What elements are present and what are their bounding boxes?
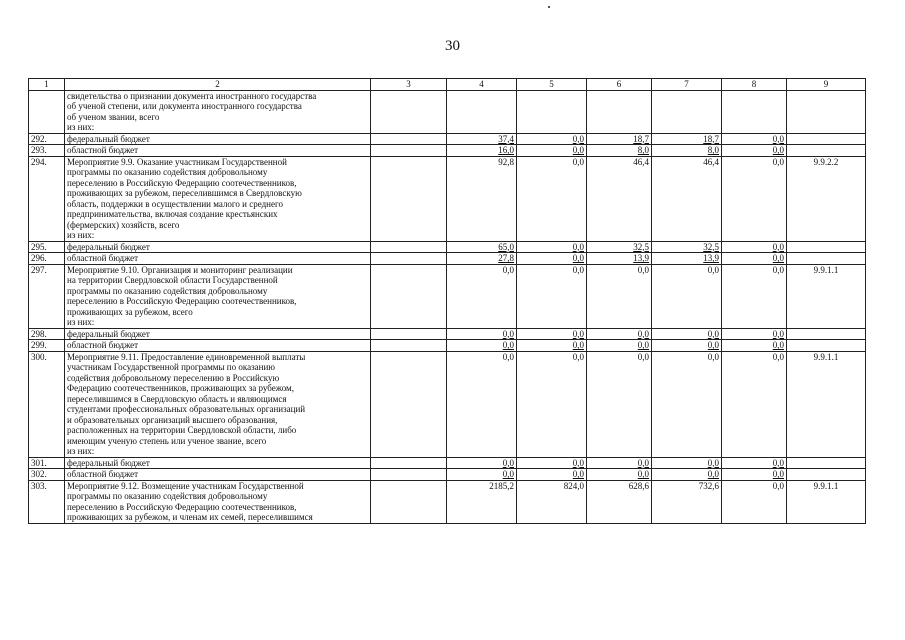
value-text: 0,0 bbox=[572, 351, 584, 362]
value-text: 0,0 bbox=[772, 328, 784, 339]
row-description bbox=[65, 156, 371, 241]
value-cell-c8 bbox=[722, 351, 787, 457]
row-description bbox=[65, 457, 371, 469]
value-cell-c5 bbox=[517, 253, 587, 265]
row-number bbox=[29, 90, 65, 133]
value-cell-c6 bbox=[587, 340, 652, 352]
column-header: 6 bbox=[587, 79, 652, 91]
description-line: Федерацию соотечественников, проживающих за рубежом, bbox=[67, 383, 294, 393]
value-text: 0,0 bbox=[637, 340, 649, 350]
description-line: программы по оказанию содействия добровольному bbox=[67, 491, 268, 501]
value-cell-c7 bbox=[652, 90, 722, 133]
value-text: 0,0 bbox=[502, 469, 514, 479]
row-description bbox=[65, 480, 371, 523]
column-header: 2 bbox=[65, 79, 371, 91]
value-cell-c5 bbox=[517, 264, 587, 328]
row-number: 293. bbox=[29, 145, 65, 157]
row-description bbox=[65, 340, 371, 352]
value-cell-c6 bbox=[587, 145, 652, 157]
value-cell-c4 bbox=[447, 90, 517, 133]
value-cell-c8 bbox=[722, 156, 787, 241]
value-cell-c5 bbox=[517, 133, 587, 145]
value-text: 8,0 bbox=[637, 145, 649, 155]
col-3-cell bbox=[371, 253, 447, 265]
value-cell-c4 bbox=[447, 264, 517, 328]
scan-speck bbox=[548, 6, 550, 8]
value-text: 0,0 bbox=[637, 469, 649, 479]
value-text: 0,0 bbox=[772, 145, 784, 155]
value-text: 0,0 bbox=[707, 351, 719, 362]
value-cell-c5 bbox=[517, 469, 587, 481]
value-cell-c4 bbox=[447, 480, 517, 523]
value-text: 0,0 bbox=[572, 264, 584, 275]
value-text: 0,0 bbox=[502, 264, 514, 275]
table-row bbox=[29, 340, 866, 352]
value-cell-c4 bbox=[447, 156, 517, 241]
description-line: федеральный бюджет bbox=[67, 133, 150, 144]
value-cell-c8 bbox=[722, 133, 787, 145]
value-cell-c6 bbox=[587, 351, 652, 457]
value-text: 0,0 bbox=[572, 241, 584, 252]
value-cell-c7 bbox=[652, 145, 722, 157]
value-text: 0,0 bbox=[572, 145, 584, 155]
value-text: 732,6 bbox=[698, 480, 719, 491]
description-line: программы по оказанию содействия добровольному bbox=[67, 167, 268, 177]
target-code-cell: 9.9.1.1 bbox=[787, 264, 866, 328]
row-number: 303. bbox=[29, 480, 65, 523]
value-cell-c6 bbox=[587, 328, 652, 340]
row-number: 294. bbox=[29, 156, 65, 241]
col-3-cell bbox=[371, 480, 447, 523]
column-header: 1 bbox=[29, 79, 65, 91]
table-row bbox=[29, 351, 866, 457]
value-text: 46,4 bbox=[703, 156, 719, 167]
value-cell-c5 bbox=[517, 241, 587, 253]
value-cell-c8 bbox=[722, 480, 787, 523]
description-line: на территории Свердловской области Государственной bbox=[67, 275, 278, 285]
row-description bbox=[65, 253, 371, 265]
table-row bbox=[29, 469, 866, 481]
description-line: проживающих за рубежом, переселившимся в Свердловскую bbox=[67, 188, 302, 198]
value-text: 0,0 bbox=[572, 133, 584, 144]
value-cell-c4 bbox=[447, 241, 517, 253]
value-cell-c4 bbox=[447, 253, 517, 265]
value-text: 16,0 bbox=[498, 145, 514, 155]
value-text: 27,8 bbox=[498, 253, 514, 263]
value-text: 2185,2 bbox=[489, 480, 514, 491]
row-description bbox=[65, 145, 371, 157]
target-code-cell bbox=[787, 457, 866, 469]
value-text: 32,5 bbox=[633, 241, 649, 252]
col-3-cell bbox=[371, 133, 447, 145]
col-3-cell bbox=[371, 241, 447, 253]
value-cell-c4 bbox=[447, 351, 517, 457]
value-text: 0,0 bbox=[772, 340, 784, 350]
description-line: программы по оказанию содействия добровольному bbox=[67, 285, 268, 296]
table-row bbox=[29, 457, 866, 469]
value-cell-c7 bbox=[652, 480, 722, 523]
description-line: переселению в Российскую Федерацию соотечественников, bbox=[67, 177, 297, 188]
value-cell-c8 bbox=[722, 469, 787, 481]
table-row bbox=[29, 241, 866, 253]
row-number: 300. bbox=[29, 351, 65, 457]
description-line: переселению в Российскую Федерацию соотечественников, bbox=[67, 296, 297, 306]
row-number: 295. bbox=[29, 241, 65, 253]
col-3-cell bbox=[371, 156, 447, 241]
value-text: 65,0 bbox=[498, 241, 514, 252]
description-line: федеральный бюджет bbox=[67, 457, 150, 468]
value-cell-c8 bbox=[722, 145, 787, 157]
value-cell-c7 bbox=[652, 253, 722, 265]
table-row bbox=[29, 253, 866, 265]
value-cell-c6 bbox=[587, 241, 652, 253]
description-line: свидетельства о признании документа иностранного государства bbox=[67, 90, 317, 101]
value-text: 18,7 bbox=[633, 133, 649, 144]
header-row bbox=[29, 79, 866, 91]
value-text: 0,0 bbox=[707, 457, 719, 468]
value-cell-c4 bbox=[447, 328, 517, 340]
value-text: 0,0 bbox=[502, 340, 514, 350]
value-text: 0,0 bbox=[707, 340, 719, 350]
table-row bbox=[29, 264, 866, 328]
column-header: 7 bbox=[652, 79, 722, 91]
value-text: 0,0 bbox=[772, 351, 784, 362]
value-text: 0,0 bbox=[502, 457, 514, 468]
target-code-cell bbox=[787, 241, 866, 253]
column-header: 3 bbox=[371, 79, 447, 91]
row-description bbox=[65, 328, 371, 340]
row-number: 302. bbox=[29, 469, 65, 481]
target-code-cell bbox=[787, 328, 866, 340]
description-line: Мероприятие 9.12. Возмещение участникам Государственной bbox=[67, 480, 304, 491]
row-description bbox=[65, 241, 371, 253]
target-code-cell: 9.9.1.1 bbox=[787, 480, 866, 523]
value-text: 8,0 bbox=[707, 145, 719, 155]
description-line: студентами профессиональных образовательных организаций bbox=[67, 404, 306, 414]
value-text: 13,9 bbox=[703, 253, 719, 263]
value-cell-c4 bbox=[447, 133, 517, 145]
description-line: участникам Государственной программы по оказанию bbox=[67, 362, 275, 372]
column-header: 5 bbox=[517, 79, 587, 91]
value-text: 0,0 bbox=[637, 351, 649, 362]
value-text: 37,4 bbox=[498, 133, 514, 144]
value-text: 0,0 bbox=[772, 480, 784, 491]
value-text: 0,0 bbox=[572, 469, 584, 479]
description-line: областной бюджет bbox=[67, 340, 139, 350]
row-number: 299. bbox=[29, 340, 65, 352]
description-line: Мероприятие 9.10. Организация и мониторинг реализации bbox=[67, 264, 293, 275]
value-cell-c4 bbox=[447, 340, 517, 352]
row-description bbox=[65, 133, 371, 145]
value-text: 46,4 bbox=[633, 156, 649, 167]
value-cell-c5 bbox=[517, 457, 587, 469]
value-cell-c6 bbox=[587, 156, 652, 241]
target-code-cell bbox=[787, 340, 866, 352]
value-cell-c6 bbox=[587, 264, 652, 328]
value-cell-c6 bbox=[587, 90, 652, 133]
col-3-cell bbox=[371, 469, 447, 481]
value-cell-c6 bbox=[587, 480, 652, 523]
value-text: 18,7 bbox=[703, 133, 719, 144]
value-text: 0,0 bbox=[772, 264, 784, 275]
value-text: 0,0 bbox=[772, 133, 784, 144]
value-cell-c7 bbox=[652, 241, 722, 253]
value-text: 0,0 bbox=[572, 340, 584, 350]
value-text: 0,0 bbox=[502, 351, 514, 362]
description-line: федеральный бюджет bbox=[67, 241, 150, 252]
value-text: 0,0 bbox=[637, 264, 649, 275]
table-row bbox=[29, 480, 866, 523]
description-line: предпринимательства, включая создание крестьянских bbox=[67, 209, 278, 219]
description-line: из них: bbox=[67, 122, 95, 132]
description-line: имеющим ученую степень или ученое звание, всего bbox=[67, 435, 267, 446]
value-cell-c5 bbox=[517, 145, 587, 157]
row-description bbox=[65, 469, 371, 481]
value-text: 13,9 bbox=[633, 253, 649, 263]
value-cell-c4 bbox=[447, 145, 517, 157]
description-line: переселению в Российскую Федерацию соотечественников, bbox=[67, 501, 297, 512]
description-line: об ученом звании, всего bbox=[67, 111, 160, 122]
value-text: 824,0 bbox=[563, 480, 584, 491]
description-line: Мероприятие 9.11. Предоставление единовременной выплаты bbox=[67, 351, 306, 362]
value-cell-c8 bbox=[722, 253, 787, 265]
value-cell-c8 bbox=[722, 457, 787, 469]
description-line: областной бюджет bbox=[67, 145, 139, 155]
value-cell-c5 bbox=[517, 328, 587, 340]
target-code-cell: 9.9.1.1 bbox=[787, 351, 866, 457]
description-line: об ученой степени, или документа иностранного государства bbox=[67, 101, 302, 111]
value-text: 0,0 bbox=[707, 469, 719, 479]
value-text: 0,0 bbox=[772, 469, 784, 479]
row-description bbox=[65, 264, 371, 328]
value-text: 0,0 bbox=[572, 328, 584, 339]
description-line: проживающих за рубежом, всего bbox=[67, 306, 193, 317]
target-code-cell bbox=[787, 90, 866, 133]
value-text: 0,0 bbox=[707, 328, 719, 339]
value-text: 0,0 bbox=[707, 264, 719, 275]
col-3-cell bbox=[371, 328, 447, 340]
value-text: 0,0 bbox=[637, 328, 649, 339]
col-3-cell bbox=[371, 457, 447, 469]
col-3-cell bbox=[371, 90, 447, 133]
value-cell-c7 bbox=[652, 457, 722, 469]
description-line: из них: bbox=[67, 230, 95, 240]
value-cell-c4 bbox=[447, 457, 517, 469]
value-text: 0,0 bbox=[772, 241, 784, 252]
description-line: областной бюджет bbox=[67, 469, 139, 479]
page-number: 30 bbox=[445, 38, 460, 54]
col-3-cell bbox=[371, 340, 447, 352]
table-row bbox=[29, 145, 866, 157]
value-text: 0,0 bbox=[637, 457, 649, 468]
target-code-cell bbox=[787, 145, 866, 157]
value-cell-c7 bbox=[652, 133, 722, 145]
target-code-cell bbox=[787, 253, 866, 265]
column-header: 9 bbox=[787, 79, 866, 91]
value-text: 0,0 bbox=[772, 156, 784, 167]
value-text: 628,6 bbox=[628, 480, 649, 491]
value-cell-c8 bbox=[722, 328, 787, 340]
value-cell-c5 bbox=[517, 480, 587, 523]
col-3-cell bbox=[371, 351, 447, 457]
value-text: 0,0 bbox=[772, 457, 784, 468]
target-code-cell bbox=[787, 133, 866, 145]
value-cell-c6 bbox=[587, 469, 652, 481]
target-code-cell: 9.9.2.2 bbox=[787, 156, 866, 241]
description-line: содействия добровольному переселению в Российскую bbox=[67, 372, 280, 383]
value-text: 0,0 bbox=[572, 156, 584, 167]
value-cell-c8 bbox=[722, 241, 787, 253]
value-cell-c7 bbox=[652, 469, 722, 481]
description-line: переселившимся в Свердловскую область и являющимся bbox=[67, 393, 287, 404]
value-cell-c8 bbox=[722, 90, 787, 133]
value-cell-c8 bbox=[722, 264, 787, 328]
value-cell-c7 bbox=[652, 351, 722, 457]
value-cell-c5 bbox=[517, 340, 587, 352]
row-description bbox=[65, 351, 371, 457]
table-row bbox=[29, 328, 866, 340]
row-description bbox=[65, 90, 371, 133]
column-header: 4 bbox=[447, 79, 517, 91]
target-code-cell bbox=[787, 469, 866, 481]
row-number: 292. bbox=[29, 133, 65, 145]
value-cell-c5 bbox=[517, 156, 587, 241]
description-line: (фермерских) хозяйств, всего bbox=[67, 219, 180, 230]
table-row bbox=[29, 90, 866, 133]
description-line: и образовательных организаций высшего образования, bbox=[67, 414, 278, 425]
col-3-cell bbox=[371, 145, 447, 157]
row-number: 301. bbox=[29, 457, 65, 469]
value-cell-c6 bbox=[587, 457, 652, 469]
value-text: 0,0 bbox=[572, 253, 584, 263]
value-cell-c7 bbox=[652, 264, 722, 328]
value-text: 32,5 bbox=[703, 241, 719, 252]
table-row bbox=[29, 133, 866, 145]
value-cell-c7 bbox=[652, 328, 722, 340]
table-row bbox=[29, 156, 866, 241]
value-cell-c6 bbox=[587, 133, 652, 145]
value-cell-c7 bbox=[652, 340, 722, 352]
description-line: расположенных на территории Свердловской области, либо bbox=[67, 425, 297, 435]
description-line: область, поддержки в осуществлении малого и среднего bbox=[67, 198, 283, 209]
col-3-cell bbox=[371, 264, 447, 328]
value-cell-c5 bbox=[517, 90, 587, 133]
row-number: 296. bbox=[29, 253, 65, 265]
value-text: 0,0 bbox=[572, 457, 584, 468]
value-text: 0,0 bbox=[502, 328, 514, 339]
value-text: 92,8 bbox=[498, 156, 514, 167]
description-line: федеральный бюджет bbox=[67, 328, 150, 339]
row-number: 298. bbox=[29, 328, 65, 340]
value-text: 0,0 bbox=[772, 253, 784, 263]
budget-table bbox=[28, 78, 866, 524]
row-number: 297. bbox=[29, 264, 65, 328]
value-cell-c6 bbox=[587, 253, 652, 265]
value-cell-c4 bbox=[447, 469, 517, 481]
description-line: из них: bbox=[67, 317, 95, 327]
value-cell-c5 bbox=[517, 351, 587, 457]
value-cell-c7 bbox=[652, 156, 722, 241]
description-line: Мероприятие 9.9. Оказание участникам Государственной bbox=[67, 156, 287, 167]
column-header: 8 bbox=[722, 79, 787, 91]
description-line: областной бюджет bbox=[67, 253, 139, 263]
value-cell-c8 bbox=[722, 340, 787, 352]
description-line: проживающих за рубежом, и членам их семей, переселившимся bbox=[67, 512, 313, 522]
description-line: из них: bbox=[67, 446, 95, 456]
